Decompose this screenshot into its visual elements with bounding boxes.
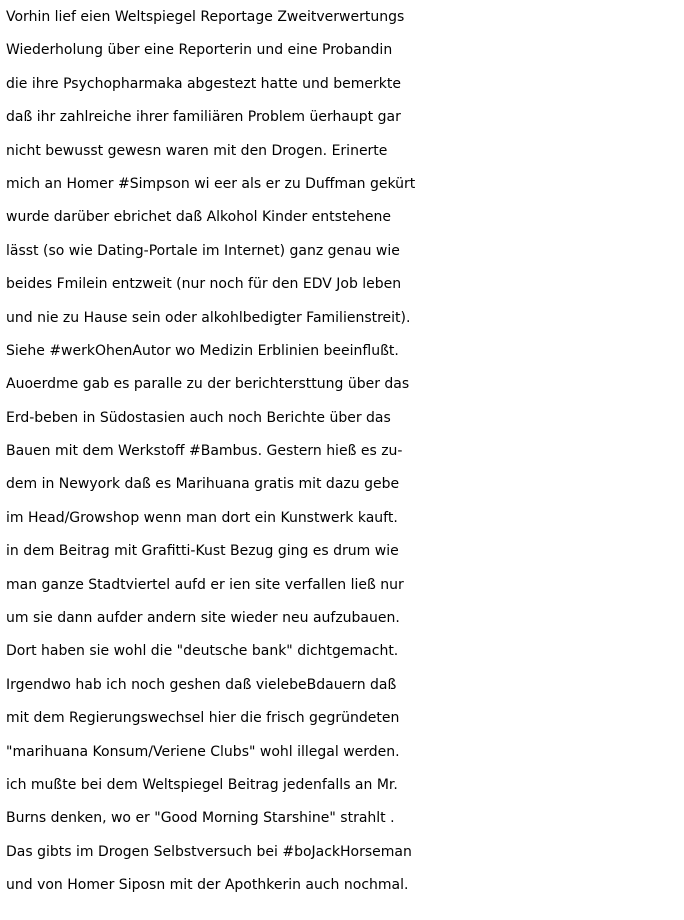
text-line: Erd-beben in Südostasien auch noch Berichte über das <box>6 409 391 426</box>
text-line: man ganze Stadtviertel aufd er ien site verfallen ließ nur <box>6 576 404 593</box>
text-line: Siehe #werkOhenAutor wo Medizin Erblinien beeinflußt. <box>6 342 399 359</box>
text-line: beides Fmilein entzweit (nur noch für den EDV Job leben <box>6 276 402 293</box>
text-line: Burns denken, wo er "Good Morning Starshine" strahlt . <box>6 810 395 827</box>
text-line: Irgendwo hab ich noch geshen daß vielebeBdauern daß <box>6 676 397 693</box>
text-line: und von Homer Siposn mit der Apothkerin auch nochmal. <box>6 877 409 894</box>
text-line: die ihre Psychopharmaka abgestezt hatte und bemerkte <box>6 75 401 92</box>
text-line: ich mußte bei dem Weltspiegel Beitrag jedenfalls an Mr. <box>6 776 398 793</box>
text-line: um sie dann aufder andern site wieder neu aufzubauen. <box>6 610 400 627</box>
text-line: dem in Newyork daß es Marihuana gratis mit dazu gebe <box>6 476 400 493</box>
text-line: Dort haben sie wohl die "deutsche bank" dichtgemacht. <box>6 643 399 660</box>
text-line: "marihuana Konsum/Veriene Clubs" wohl illegal werden. <box>6 743 400 760</box>
text-line: Vorhin lief eien Weltspiegel Reportage Zweitverwertungs <box>6 9 405 25</box>
text-line: nicht bewusst gewesn waren mit den Drogen. Erinerte <box>6 142 388 159</box>
text-line: Das gibts im Drogen Selbstversuch bei #boJackHorseman <box>6 843 412 860</box>
text-line: lässt (so wie Dating-Portale im Internet) ganz genau wie <box>6 242 400 259</box>
text-line: daß ihr zahlreiche ihrer familiären Problem üerhaupt gar <box>6 109 401 126</box>
text-block <box>6 1 682 903</box>
text-line: im Head/Growshop wenn man dort ein Kunstwerk kauft. <box>6 509 398 526</box>
text-line: Bauen mit dem Werkstoff #Bambus. Gestern hieß es zu- <box>6 443 403 460</box>
text-line: wurde darüber ebrichet daß Alkohol Kinder entstehene <box>6 209 391 226</box>
text-line: Auoerdme gab es paralle zu der berichtersttung über das <box>6 376 410 393</box>
text-line: und nie zu Hause sein oder alkohlbedigter Familienstreit). <box>6 309 411 326</box>
text-line: mich an Homer #Simpson wi eer als er zu Duffman gekürt <box>6 175 416 192</box>
text-line: Wiederholung über eine Reporterin und eine Probandin <box>6 42 393 59</box>
text-line: in dem Beitrag mit Grafitti-Kust Bezug ging es drum wie <box>6 543 399 560</box>
text-line: mit dem Regierungswechsel hier die frisch gegründeten <box>6 710 400 727</box>
